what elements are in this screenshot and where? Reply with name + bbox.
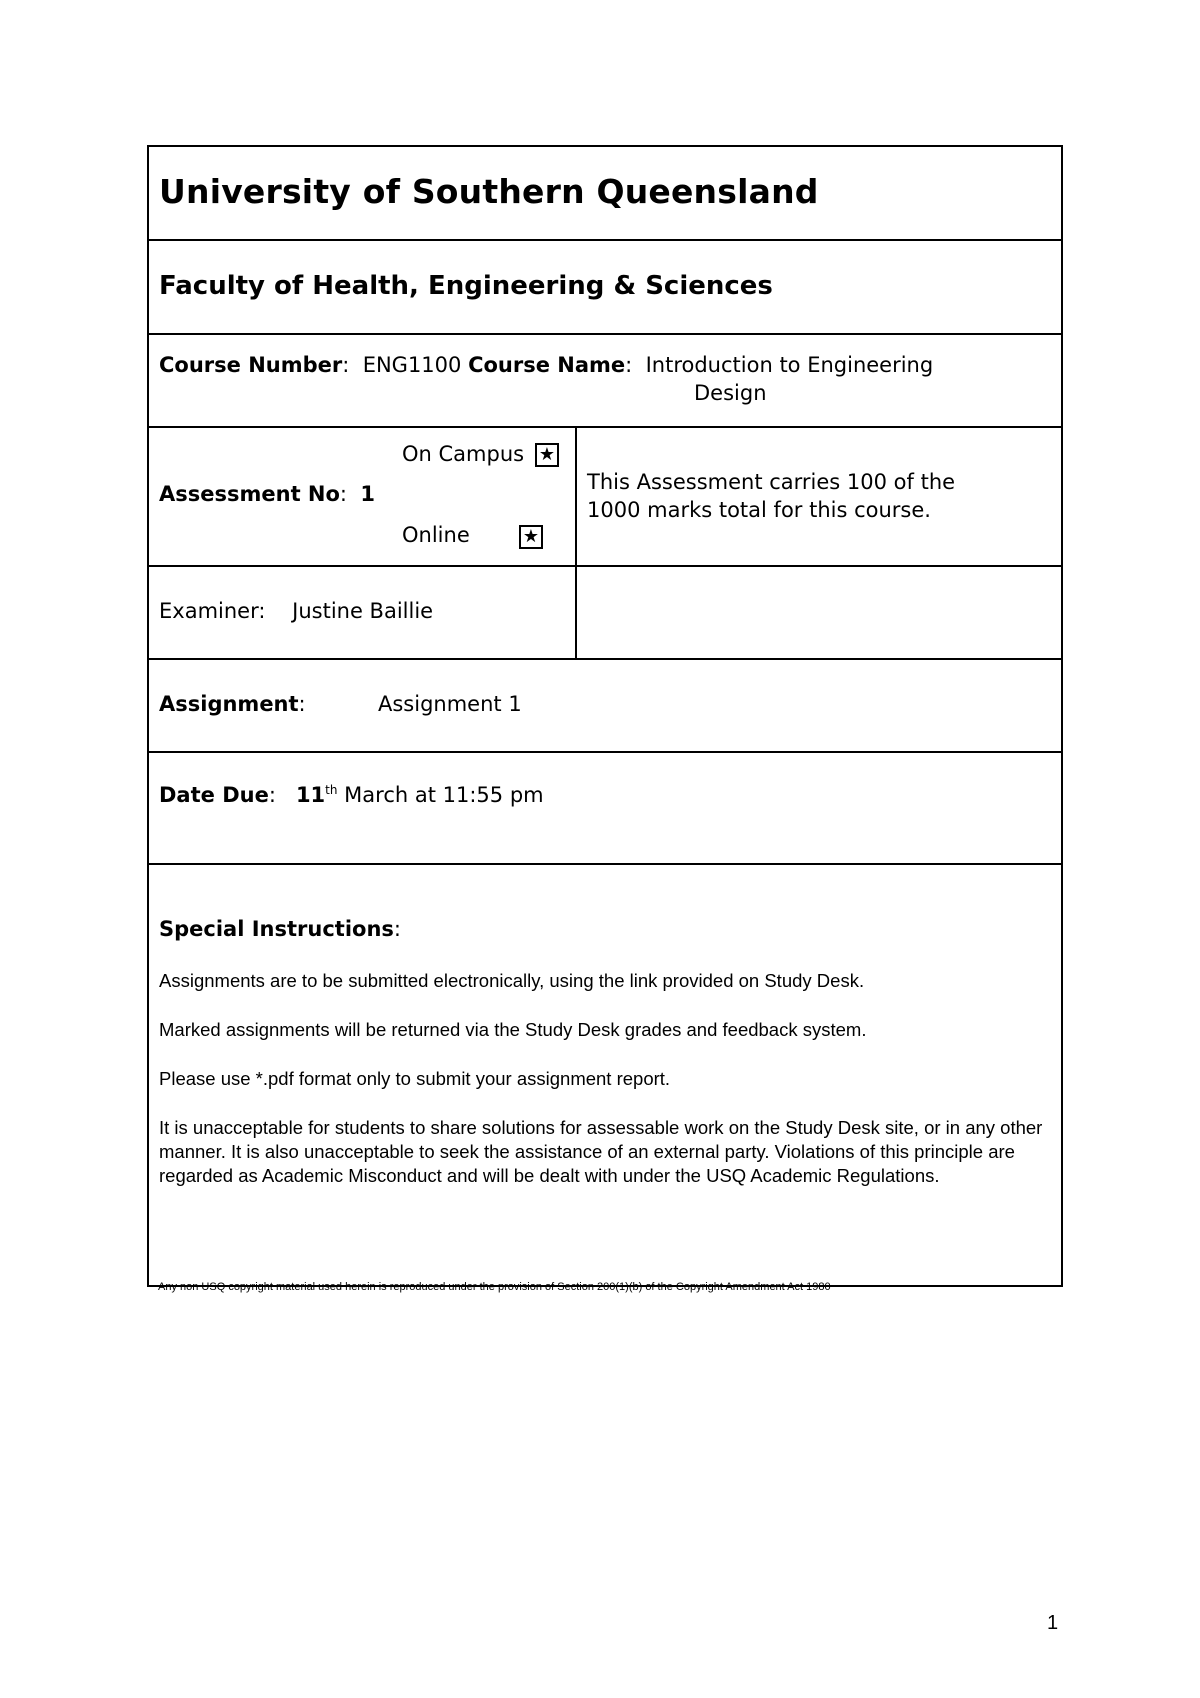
assessment-cell bbox=[149, 428, 577, 565]
course-line: Course Number: ENG1100 Course Name: Introduction to Engineering bbox=[159, 353, 934, 377]
course-name-line1: Introduction to Engineering bbox=[645, 353, 934, 377]
online-label: Online bbox=[402, 523, 470, 547]
copyright-footnote: Any non USQ copyright material used herein is reproduced under the provision of Section 200(1)(b) of the Copyright Amendment Act 1980 bbox=[158, 1281, 831, 1293]
instruction-submit: Assignments are to be submitted electronically, using the link provided on Study Desk. bbox=[159, 970, 865, 991]
course-number-label: Course Number bbox=[159, 353, 343, 377]
date-due-day: 11 bbox=[295, 783, 326, 807]
instruction-misconduct: It is unacceptable for students to share solutions for assessable work on the Study Desk site, or in any other manner. It is also unacceptable to seek the assistance of an external party. Violations of this principle are regarded as Academic Misconduct and will be dealt with under the USQ Academic Regulations. bbox=[159, 1117, 1043, 1186]
assessment-number-line: Assessment No: 1 bbox=[159, 482, 375, 506]
assessment-number-label: Assessment No bbox=[159, 482, 340, 506]
on-campus-label: On Campus bbox=[402, 442, 525, 466]
date-due-rest: March at 11:55 pm bbox=[344, 783, 544, 807]
date-due-label: Date Due bbox=[159, 783, 269, 807]
course-row bbox=[149, 335, 1061, 428]
university-title: University of Southern Queensland bbox=[159, 172, 819, 211]
assignment-value: Assignment 1 bbox=[378, 692, 522, 716]
instruction-returned: Marked assignments will be returned via the Study Desk grades and feedback system. bbox=[159, 1019, 867, 1040]
assessment-row bbox=[149, 428, 1061, 567]
assignment-row bbox=[149, 660, 1061, 753]
cover-sheet-table bbox=[147, 145, 1063, 1287]
course-number: ENG1100 bbox=[362, 353, 462, 377]
course-name-label: Course Name bbox=[468, 353, 626, 377]
assessment-weight-cell bbox=[577, 428, 1061, 565]
date-due-row bbox=[149, 753, 1061, 865]
instruction-format: Please use *.pdf format only to submit your assignment report. bbox=[159, 1068, 671, 1089]
date-due-suffix: th bbox=[325, 783, 338, 797]
examiner-line bbox=[159, 599, 433, 623]
university-row bbox=[149, 147, 1061, 241]
faculty-title: Faculty of Health, Engineering & Sciences bbox=[159, 271, 773, 301]
examiner-label: Examiner: bbox=[159, 599, 266, 623]
faculty-row bbox=[149, 241, 1061, 335]
date-due-line: Date Due: 11th March at 11:55 pm bbox=[159, 783, 544, 807]
assignment-label-wrap: Assignment: bbox=[159, 692, 306, 716]
online-checkbox[interactable]: ★ bbox=[519, 525, 543, 549]
examiner-row bbox=[149, 567, 1061, 660]
special-instructions-row bbox=[149, 865, 1061, 1285]
assessment-weight-text: This Assessment carries 100 of the 1000 marks total for this course. bbox=[587, 470, 956, 522]
examiner-cell bbox=[149, 567, 577, 658]
assessment-number: 1 bbox=[360, 482, 375, 506]
examiner-name: Justine Baillie bbox=[292, 599, 434, 623]
assignment-label: Assignment bbox=[159, 692, 299, 716]
page-number: 1 bbox=[1047, 1612, 1059, 1634]
course-name-line2: Design bbox=[694, 381, 767, 405]
special-instructions-title: Special Instructions bbox=[159, 917, 394, 941]
examiner-blank-cell bbox=[577, 567, 1061, 658]
special-instructions-heading: Special Instructions: bbox=[159, 917, 401, 941]
on-campus-checkbox[interactable]: ★ bbox=[535, 443, 559, 467]
